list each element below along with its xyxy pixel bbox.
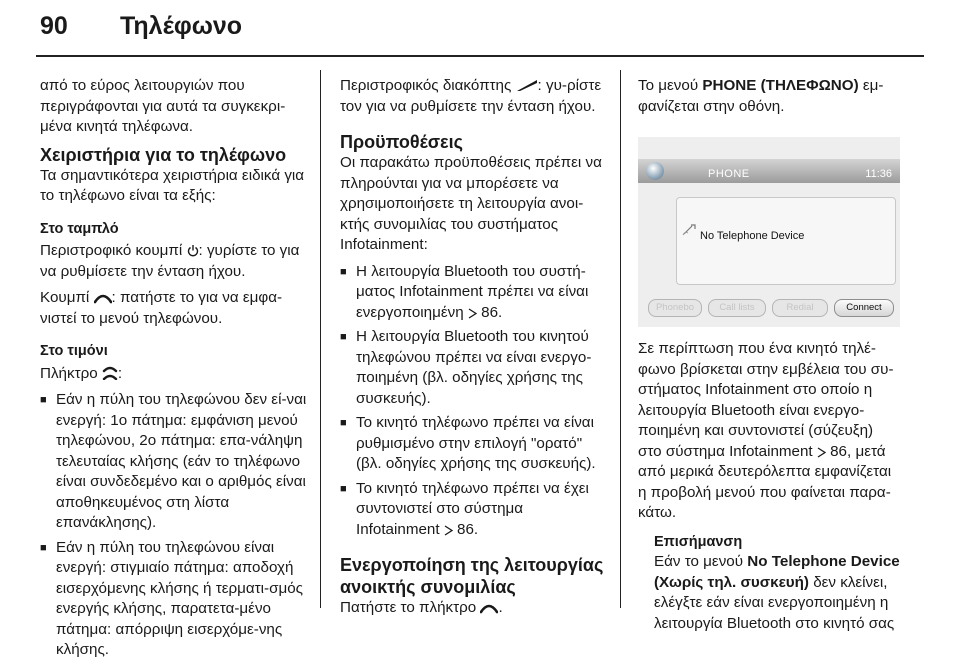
phone-handset-icon: [480, 603, 498, 614]
dashboard-subtitle: Στο ταμπλό: [40, 220, 119, 237]
phone-menu-screenshot: [638, 137, 900, 327]
screen-title-bar: [638, 159, 900, 183]
page-reference-icon: [817, 447, 826, 458]
note-title: Επισήμανση: [654, 533, 743, 550]
page-reference-icon: [468, 308, 477, 319]
page-title: Τηλέφωνο: [120, 12, 243, 40]
column-2: [340, 76, 606, 625]
screen-message: No Telephone Device: [700, 230, 805, 242]
page-header: [0, 0, 960, 58]
list-item: ■ Εάν η πύλη του τηλεφώνου είναι ενεργή: στιγμιαίο πάτημα: αποδοχή εισερχόμενης κλήσης ή τερματι-σμός ενεργής κλήσης, παρατετα-μένο πάτημα: απόρριψη εισερχόμε-νης κλήσης.: [40, 538, 308, 661]
prerequisites-title: Προϋποθέσεις: [340, 132, 463, 152]
dashboard-key-text: Κουμπί : πατήστε το για να εμφα-νιστεί το μενού τηλεφώνου.: [40, 289, 283, 327]
note-text: Εάν το μενού No Telephone Device (Χωρίς τηλ. συσκευή) δεν κλείνει, ελέγξτε εάν είναι ενεργοποιημένη η λειτουργία Bluetooth στο κινητό σας: [654, 553, 900, 632]
header-rule: [36, 55, 924, 57]
list-item: ■ Το κινητό τηλέφωνο πρέπει να έχει συντονιστεί στο σύστημα Infotainment 86.: [340, 479, 606, 541]
power-knob-icon: [187, 244, 199, 257]
globe-icon: [646, 162, 664, 180]
controls-section-title: Χειριστήρια για το τηλέφωνο: [40, 144, 287, 165]
connect-button[interactable]: Connect: [834, 299, 894, 317]
intro-text: από το εύρος λειτουργιών που περιγράφονται για αυτά τα συγκεκρι-μένα κινητά τηλέφωνα.: [40, 77, 286, 135]
list-item: ■ Το κινητό τηλέφωνο πρέπει να είναι ρυθμισμένο στην επιλογή "ορατό" (βλ. οδηγίες χρήσης της συσκευής).: [340, 413, 606, 475]
column-3: [638, 76, 900, 634]
steering-key-list: [40, 390, 308, 661]
controls-section-text: Τα σημαντικότερα χειριστήρια ειδικά για το τηλέφωνο είναι τα εξής:: [40, 166, 305, 204]
phone-handset-icon: [94, 293, 112, 304]
pairing-text: Σε περίπτωση που ένα κινητό τηλέ-φωνο βρίσκεται στην εμβέλεια του συ-στήματος Infotainment στο οποίο η λειτουργία Bluetooth είναι ενεργο-ποιημένη και συντονιστεί (σύζευξη) στο σύστημα Infotainment 86, μετά από μερικά δευτερόλεπτα εμφανίζεται η προβολή μενού που φαίνεται παρα-κάτω.: [638, 340, 894, 521]
list-item: ■ Η λειτουργία Bluetooth του συστή-ματος Infotainment πρέπει να είναι ενεργοποιημένη 86.: [340, 262, 606, 324]
redial-button[interactable]: Redial: [772, 299, 828, 317]
telephone-icon: [682, 224, 698, 236]
screen-title: PHONE: [708, 168, 750, 180]
call-lists-button[interactable]: Call lists: [708, 299, 766, 317]
dashboard-knob-text: Περιστροφικό κουμπί : γυρίστε το για να ρυθμίσετε την ένταση ήχου.: [40, 242, 300, 280]
menu-appears-text: Το μενού PHONE (ΤΗΛΕΦΩΝΟ) εμ-φανίζεται στην οθόνη.: [638, 77, 884, 115]
column-divider-2: [620, 70, 621, 608]
steering-key-text: Πλήκτρο :: [40, 364, 123, 382]
column-1: [40, 76, 308, 665]
steering-wheel-subtitle: Στο τιμόνι: [40, 343, 108, 359]
note-box: [638, 532, 900, 635]
page-number: 90: [40, 12, 68, 40]
handsfree-title: Ενεργοποίηση της λειτουργίας ανοικτής συνομιλίας: [340, 555, 604, 597]
list-item: ■ Εάν η πύλη του τηλεφώνου δεν εί-ναι ενεργή: 1ο πάτημα: εμφάνιση μενού τηλεφώνου, 2ο πάτημα: επα-νάληψη τελευταίας κλήσης (εάν το τηλέφωνο είναι συνδεδεμένο και ο αριθμός είναι αποθηκευμένος στη λίστα επανάκλησης).: [40, 390, 308, 534]
prerequisites-text: Οι παρακάτω προϋποθέσεις πρέπει να πληρούνται για να μπορέσετε να χρησιμοποιήσετε τη λειτουργία ανοι-κτής συνομιλίας του συστήματος Infotainment:: [340, 154, 602, 253]
screen-clock: 11:36: [865, 168, 892, 180]
thumbwheel-text: Περιστροφικός διακόπτης : γυ-ρίστε τον για να ρυθμίσετε την ένταση ήχου.: [340, 77, 602, 115]
thumbwheel-icon: [516, 79, 538, 92]
list-item: ■ Η λειτουργία Bluetooth του κινητού τηλεφώνου πρέπει να είναι ενεργο-ποιημένη (βλ. οδηγίες χρήσης της συσκευής).: [340, 327, 606, 409]
handsfree-text: Πατήστε το πλήκτρο .: [340, 599, 503, 616]
steering-phone-key-icon: [102, 366, 118, 380]
page-reference-icon: [444, 525, 453, 536]
column-divider-1: [320, 70, 321, 608]
phonebook-button[interactable]: Phonebo: [648, 299, 702, 317]
prerequisites-list: [340, 262, 606, 541]
